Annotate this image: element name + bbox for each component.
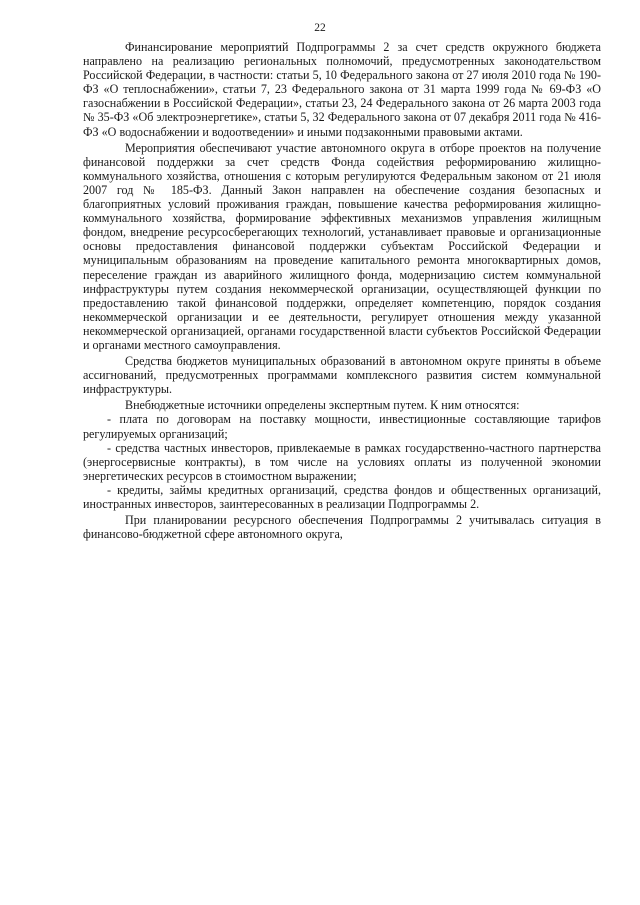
document-body [83, 40, 601, 541]
list-item-capacity-fees: - плата по договорам на поставку мощности, инвестиционные составляющие тарифов регулируемых организаций; [83, 412, 601, 441]
paragraph-resource-planning: При планировании ресурсного обеспечения Подпрограммы 2 учитывалась ситуация в финансово-бюджетной сфере автономного округа, [83, 513, 601, 542]
paragraph-funding: Финансирование мероприятий Подпрограммы 2 за счет средств окружного бюджета направлено на реализацию региональных полномочий, предусмотренных законодательством Российской Федерации, в частности: статьи 5, 10 Федерального закона от 27 июля 2010 года № 190-ФЗ «О теплоснабжении», статьи 7, 23 Федерального закона от 31 марта 1999 года № 69-ФЗ «О газоснабжении в Российской Федерации», статьи 23, 24 Федерального закона от 26 марта 2003 года № 35-ФЗ «Об электроэнергетике», статьи 5, 32 Федерального закона от 07 декабря 2011 года № 416-ФЗ «О водоснабжении и водоотведении» и иными подзаконными правовыми актами. [83, 40, 601, 139]
list-item-private-investors: - средства частных инвесторов, привлекаемые в рамках государственно-частного партнерства (энергосервисные контракты), в том числе на условиях оплаты из полученной экономии энергетических ресурсов в стоимостном выражении; [83, 440, 601, 483]
list-item-credits: - кредиты, займы кредитных организаций, средства фондов и общественных организаций, иностранных инвесторов, заинтересованных в реализации Подпрограммы 2. [83, 482, 601, 511]
page-number: 22 [314, 22, 326, 34]
paragraph-extrabudgetary-sources: Внебюджетные источники определены экспертным путем. К ним относятся: [125, 398, 520, 413]
paragraph-fund-participation: Мероприятия обеспечивают участие автономного округа в отборе проектов на получение финансовой поддержки за счет средств Фонда содействия реформированию жилищно-коммунального хозяйства, отношения с которым регулируются Федеральным законом от 21 июля 2007 год № 185-ФЗ. Данный Закон направлен на обеспечение создания безопасных и благоприятных условий проживания граждан, повышение качества реформирования жилищно-коммунального хозяйства, формирование эффективных механизмов управления жилищным фондом, внедрение ресурсосберегающих технологий, устанавливает правовые и организационные основы предоставления финансовой поддержки субъектам Российской Федерации и муниципальным образованиям на проведение капитального ремонта многоквартирных домов, переселение граждан из аварийного жилищного фонда, модернизацию систем коммунальной инфраструктуры путем создания некоммерческой организации, осуществляющей функции по предоставлению такой финансовой поддержки, определяет компетенцию, порядок создания некоммерческой организации и ее деятельности, регулирует отношения между указанной некоммерческой организацией, органами государственной власти субъектов Российской Федерации и органами местного самоуправления. [83, 140, 601, 352]
paragraph-municipal-budgets: Средства бюджетов муниципальных образований в автономном округе приняты в объеме ассигнований, предусмотренных программами комплексного развития систем коммунальной инфраструктуры. [83, 354, 601, 397]
